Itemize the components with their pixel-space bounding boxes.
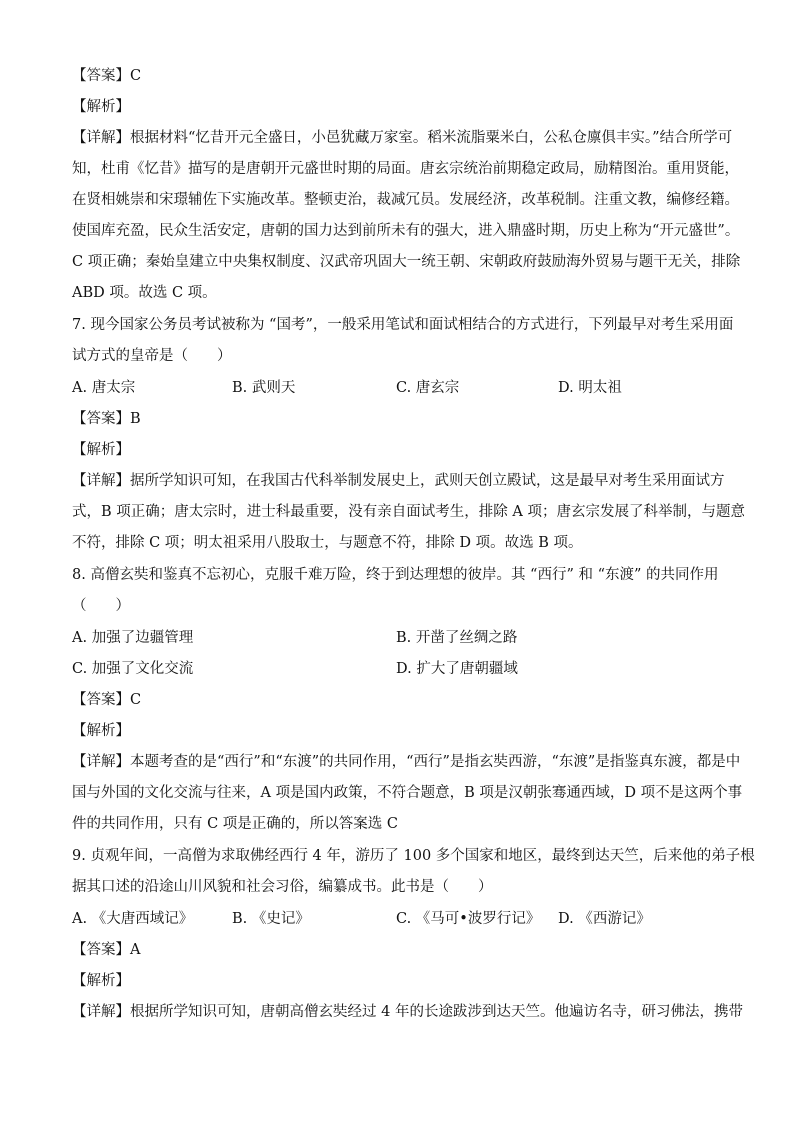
q6-detail-line: 【详解】根据材料“忆昔开元全盛日，小邑犹藏万家室。稻米流脂粟米白，公私仓廪俱丰实。”结合所学可 bbox=[72, 130, 733, 146]
q6-detail-line: 在贤相姚崇和宋璟辅佐下实施改革。整顿吏治，裁减冗员。发展经济，改革税制。注重文教，编修经籍。 bbox=[72, 192, 739, 208]
q7-stem: 7. 现今国家公务员考试被称为 “国考”，一般采用笔试和面试相结合的方式进行，下列最早对考生采用面 bbox=[72, 317, 734, 333]
q9-answer bbox=[72, 940, 724, 960]
q8-analysis-label: 【解析】 bbox=[72, 723, 130, 739]
q9-option-a: A. 《大唐西域记》 bbox=[72, 911, 194, 927]
answer-label: 【答案】 bbox=[72, 411, 130, 427]
q6-detail-line: 知，杜甫《忆昔》描写的是唐朝开元盛世时期的局面。唐玄宗统治前期稳定政局，励精图治。重用贤能， bbox=[72, 161, 739, 177]
q9-stem: 据其口述的沿途山川风貌和社会习俗，编纂成书。此书是（ ） bbox=[72, 879, 493, 895]
q9-option-d: D. 《西游记》 bbox=[558, 911, 651, 927]
q7-detail-line: 【详解】据所学知识可知，在我国古代科举制发展史上，武则天创立殿试，这是最早对考生采用面试方 bbox=[72, 473, 725, 489]
answer-label: 【答案】 bbox=[72, 942, 130, 958]
q8-stem: （ ） bbox=[72, 598, 130, 614]
q7-option-c: C. 唐玄宗 bbox=[396, 380, 460, 396]
q8-option-c: C. 加强了文化交流 bbox=[72, 661, 194, 677]
q7-detail-line: 不符，排除 C 项；明太祖采用八股取士，与题意不符，排除 D 项。故选 B 项。 bbox=[72, 535, 583, 551]
answer-label: 【答案】 bbox=[72, 68, 130, 84]
q6-detail-line: C 项正确；秦始皇建立中央集权制度、汉武帝巩固大一统王朝、宋朝政府鼓励海外贸易与题干无关，排除 bbox=[72, 254, 741, 270]
q7-stem: 试方式的皇帝是（ ） bbox=[72, 348, 232, 364]
q7-analysis-label: 【解析】 bbox=[72, 442, 130, 458]
q8-answer bbox=[72, 690, 724, 710]
q7-option-b: B. 武则天 bbox=[232, 380, 296, 396]
q8-option-b: B. 开凿了丝绸之路 bbox=[396, 630, 518, 646]
q8-detail-line: 【详解】本题考查的是“西行”和“东渡”的共同作用，“西行”是指玄奘西游，“东渡”是指鉴真东渡，都是中 bbox=[72, 754, 741, 770]
q6-answer bbox=[72, 66, 724, 86]
q9-option-b: B. 《史记》 bbox=[232, 911, 310, 927]
q7-option-d: D. 明太祖 bbox=[558, 380, 622, 396]
q8-option-a: A. 加强了边疆管理 bbox=[72, 630, 194, 646]
q9-option-c: C. 《马可•波罗行记》 bbox=[396, 911, 541, 927]
q6-detail-line: 使国库充盈，民众生活安定，唐朝的国力达到前所未有的强大，进入鼎盛时期，历史上称为“开元盛世”。 bbox=[72, 223, 740, 239]
q6-detail-line: ABD 项。故选 C 项。 bbox=[72, 285, 217, 301]
answer-value: A bbox=[130, 942, 141, 958]
q8-option-d: D. 扩大了唐朝疆域 bbox=[396, 661, 518, 677]
q7-answer bbox=[72, 409, 724, 429]
q9-analysis-label: 【解析】 bbox=[72, 973, 130, 989]
q9-detail-line: 【详解】根据所学知识可知，唐朝高僧玄奘经过 4 年的长途跋涉到达天竺。他遍访名寺，研习佛法，携带 bbox=[72, 1004, 743, 1020]
q6-analysis-label: 【解析】 bbox=[72, 99, 130, 115]
q7-option-a: A. 唐太宗 bbox=[72, 380, 136, 396]
q9-stem: 9. 贞观年间，一高僧为求取佛经西行 4 年，游历了 100 多个国家和地区，最终到达天竺，后来他的弟子根 bbox=[72, 848, 755, 864]
q8-detail-line: 件的共同作用，只有 C 项是正确的，所以答案选 C bbox=[72, 816, 399, 832]
q7-detail-line: 式，B 项正确；唐太宗时，进士科最重要，没有亲自面试考生，排除 A 项；唐玄宗发展了科举制，与题意 bbox=[72, 504, 745, 520]
q8-stem: 8. 高僧玄奘和鉴真不忘初心，克服千难万险，终于到达理想的彼岸。其 “西行” 和 “东渡” 的共同作用 bbox=[72, 567, 719, 583]
answer-label: 【答案】 bbox=[72, 692, 130, 708]
answer-value: C bbox=[130, 68, 142, 84]
answer-value: C bbox=[130, 692, 142, 708]
q8-detail-line: 国与外国的文化交流与往来，A 项是国内政策，不符合题意，B 项是汉朝张骞通西域，D 项不是这两个事 bbox=[72, 785, 743, 801]
answer-value: B bbox=[130, 411, 141, 427]
